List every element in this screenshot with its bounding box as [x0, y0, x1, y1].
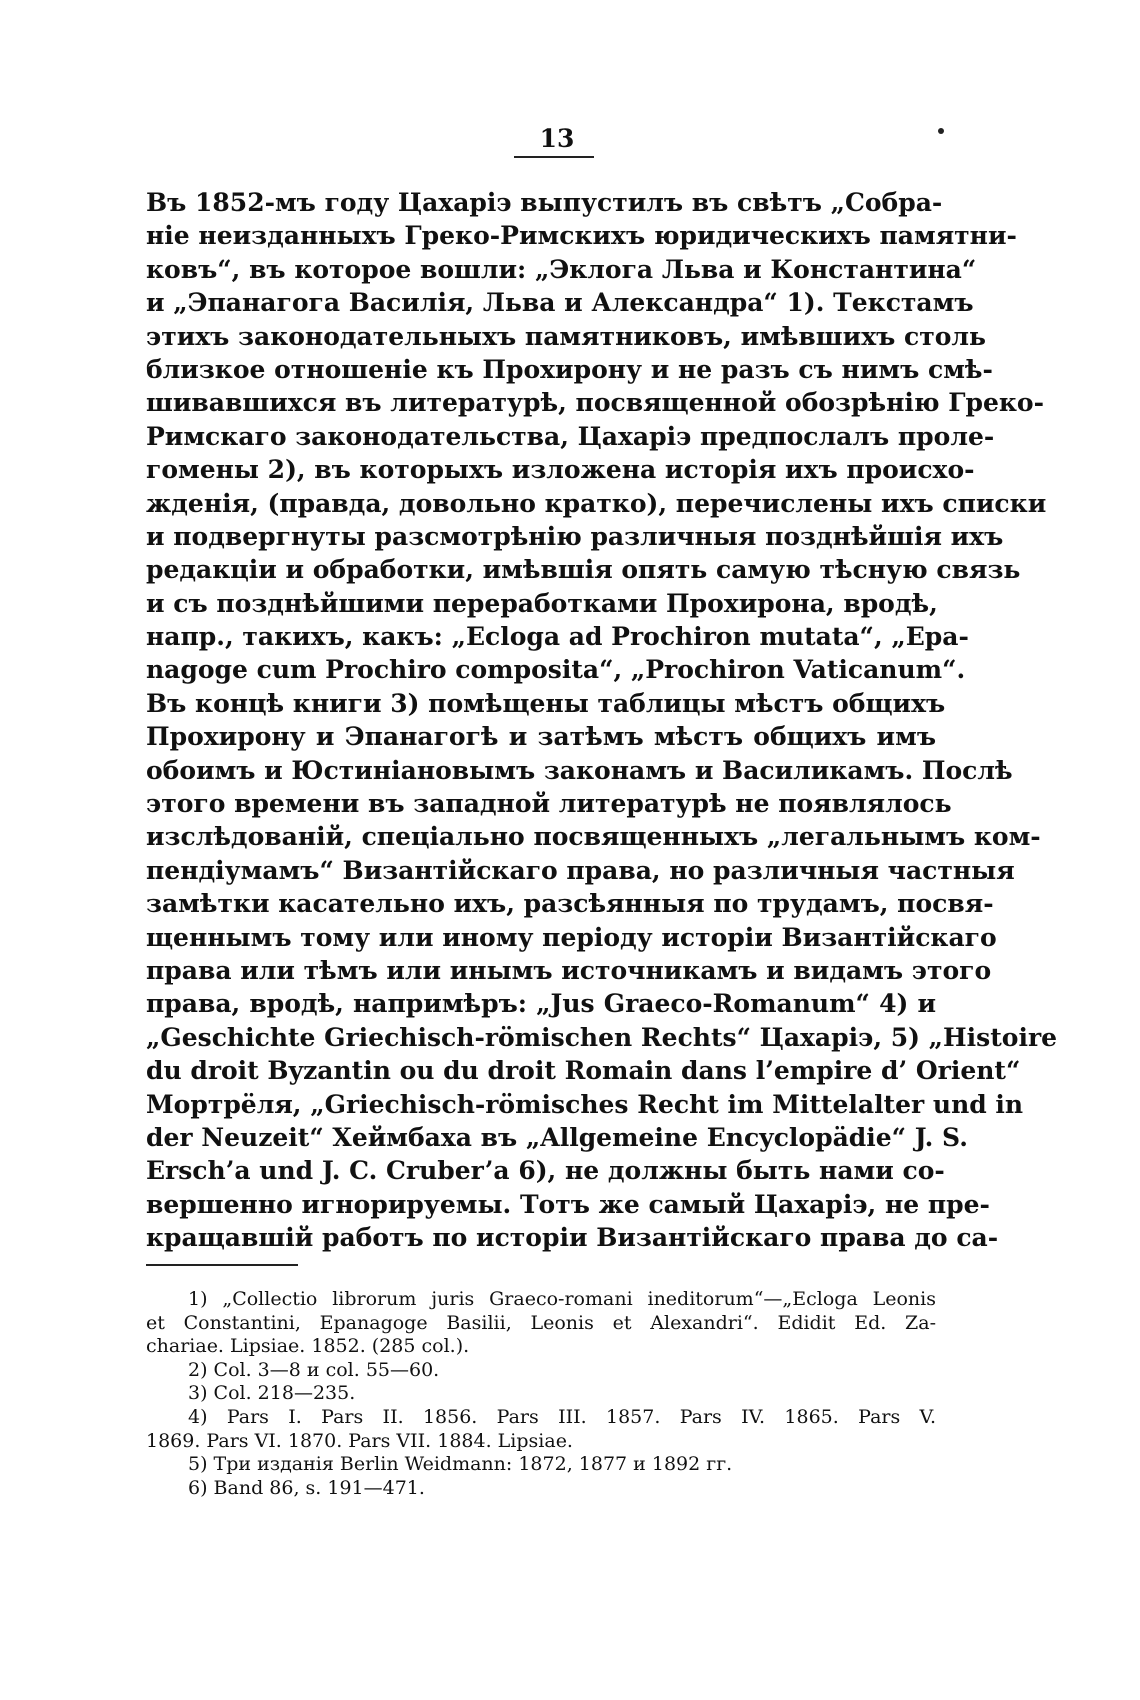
- text-line: Въ концѣ книги 3) помѣщены таблицы мѣстъ общихъ: [146, 688, 946, 718]
- footnote-line: 4) Pars I. Pars II. 1856. Pars III. 1857. Pars IV. 1865. Pars V.: [188, 1405, 936, 1428]
- text-line: и подвергнуты разсмотрѣнію различныя позднѣйшія ихъ: [146, 521, 1004, 551]
- text-line: права или тѣмъ или инымъ источникамъ и видамъ этого: [146, 955, 992, 985]
- text-line: Римскаго законодательства, Цахаріэ предпослалъ проле-: [146, 421, 995, 451]
- text-line: жденія, (правда, довольно кратко), перечислены ихъ списки: [146, 488, 1047, 518]
- page-number: 13: [539, 124, 575, 153]
- text-line: и съ позднѣйшими переработками Прохирона, вродѣ,: [146, 588, 938, 618]
- text-line: шивавшихся въ литературѣ, посвященной обозрѣнію Греко-: [146, 388, 1044, 418]
- text-line: du droit Byzantin ou du droit Romain dans l’empire d’ Orient“: [146, 1056, 1021, 1086]
- text-line: nagoge cum Prochiro composita“, „Prochiron Vaticanum“.: [146, 655, 966, 685]
- footnote-line: 2) Col. 3—8 и col. 55—60.: [188, 1358, 440, 1381]
- footnote-line: 6) Band 86, s. 191—471.: [188, 1476, 425, 1499]
- text-line: Въ 1852-мъ году Цахаріэ выпустилъ въ свѣтъ „Собра-: [146, 188, 943, 217]
- text-line: der Neuzeit“ Хеймбаха въ „Allgemeine Encyclopädie“ J. S.: [146, 1122, 968, 1152]
- text-line: права, вродѣ, напримѣръ: „Jus Graeco-Romanum“ 4) и: [146, 989, 936, 1019]
- text-line: „Geschichte Griechisch-römischen Rechts“ Цахаріэ, 5) „Histoire: [146, 1022, 1058, 1052]
- text-line: изслѣдованій, спеціально посвященныхъ „легальнымъ ком-: [146, 822, 1041, 852]
- text-line: пендіумамъ“ Византійскаго права, но различныя частныя: [146, 855, 1015, 885]
- text-line: гомены 2), въ которыхъ изложена исторія ихъ происхо-: [146, 455, 975, 485]
- footnote-line: chariae. Lipsiae. 1852. (285 col.).: [146, 1335, 470, 1358]
- footnote-line: 5) Три изданія Berlin Weidmann: 1872, 1877 и 1892 гг.: [188, 1453, 733, 1476]
- text-line: щеннымъ тому или иному періоду исторіи Византійскаго: [146, 922, 997, 952]
- text-line: замѣтки касательно ихъ, разсѣянныя по трудамъ, посвя-: [146, 889, 994, 919]
- text-line: Ersch’a und J. C. Cruber’a 6), не должны быть нами со-: [146, 1156, 945, 1186]
- ink-dot: [938, 128, 944, 134]
- footnotes: [146, 1288, 936, 1500]
- main-text: [146, 186, 1058, 1255]
- footnote-line: et Constantini, Epanagoge Basilii, Leonis et Alexandri“. Edidit Ed. Za-: [146, 1311, 936, 1334]
- footnote-line: 3) Col. 218—235.: [188, 1382, 356, 1405]
- page-number-rule: [514, 156, 594, 158]
- footnote-line: 1) „Collectio librorum juris Graeco-romani ineditorum“—„Ecloga Leonis: [188, 1288, 936, 1310]
- text-line: этихъ законодательныхъ памятниковъ, имѣвшихъ столь: [146, 321, 986, 351]
- text-line: кращавшій работъ по исторіи Византійскаго права до са-: [146, 1223, 999, 1253]
- text-line: Прохирону и Эпанагогѣ и затѣмъ мѣстъ общихъ имъ: [146, 722, 936, 752]
- text-line: ніе неизданныхъ Греко-Римскихъ юридическихъ памятни-: [146, 221, 1017, 251]
- text-line: Мортрёля, „Griechisch-römisches Recht im Mittelalter und in: [146, 1089, 1024, 1119]
- text-line: обоимъ и Юстиніановымъ законамъ и Василикамъ. Послѣ: [146, 755, 1013, 785]
- text-line: и „Эпанагога Василія, Льва и Александра“ 1). Текстамъ: [146, 288, 974, 318]
- footnote-line: 1869. Pars VI. 1870. Pars VII. 1884. Lipsiae.: [146, 1429, 573, 1452]
- text-line: близкое отношеніе къ Прохирону и не разъ съ нимъ смѣ-: [146, 354, 993, 384]
- text-line: вершенно игнорируемы. Тотъ же самый Цахаріэ, не пре-: [146, 1189, 990, 1219]
- text-line: редакціи и обработки, имѣвшія опять самую тѣсную связь: [146, 555, 1021, 585]
- text-line: ковъ“, въ которое вошли: „Эклога Льва и Константина“: [146, 254, 977, 284]
- footnote-separator: [146, 1264, 298, 1266]
- text-line: напр., такихъ, какъ: „Ecloga ad Prochiron mutata“, „Epa-: [146, 622, 969, 652]
- text-line: этого времени въ западной литературѣ не появлялось: [146, 789, 952, 819]
